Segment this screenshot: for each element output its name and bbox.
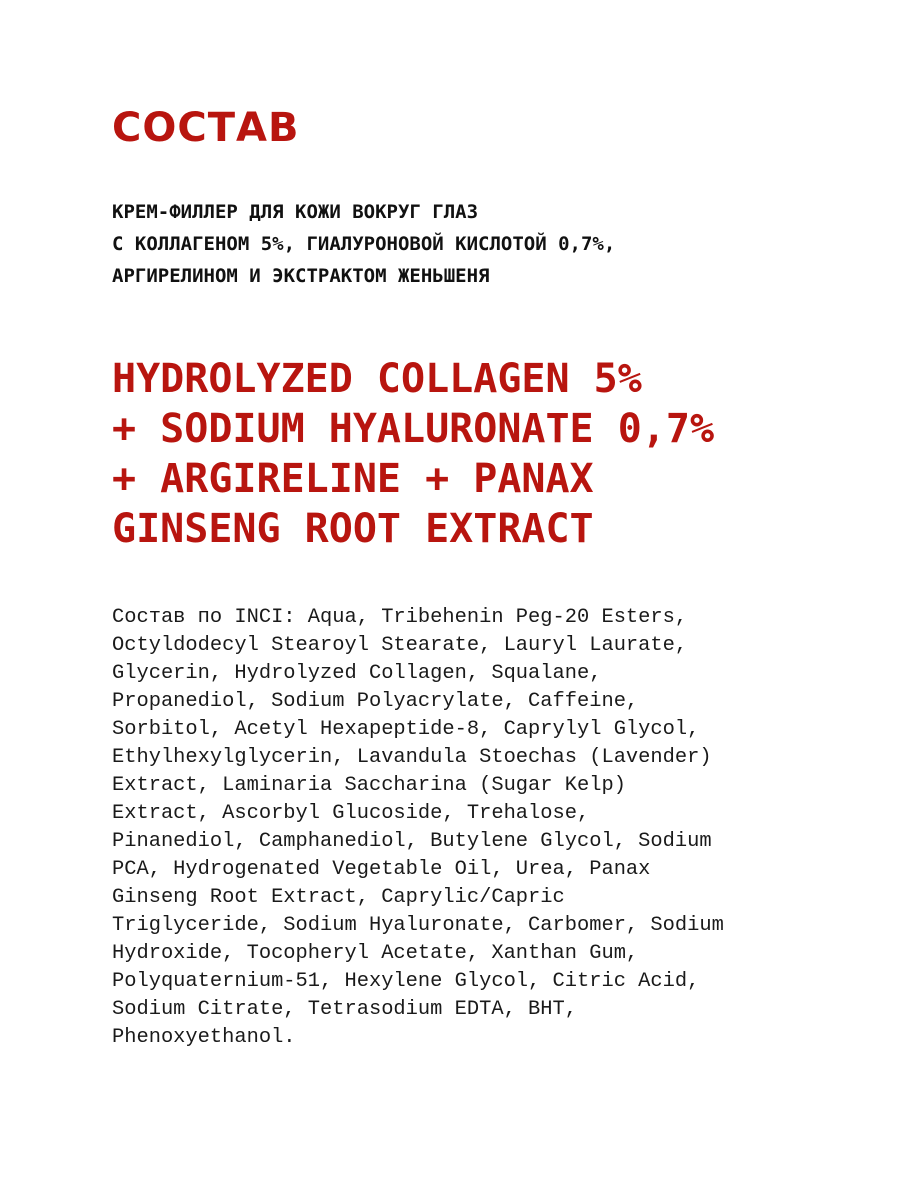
inci-line: Extract, Laminaria Saccharina (Sugar Kelp) (112, 774, 626, 797)
key-ingredients-line: HYDROLYZED COLLAGEN 5% (112, 356, 642, 402)
inci-line: PCA, Hydrogenated Vegetable Oil, Urea, Panax (112, 858, 651, 881)
key-ingredients-line: + ARGIRELINE + PANAX (112, 456, 594, 502)
inci-line: Triglyceride, Sodium Hyaluronate, Carbomer, Sodium (112, 914, 724, 937)
inci-line: Состав по INCI: Aqua, Tribehenin Peg-20 Esters, (112, 606, 688, 629)
key-ingredients-line: + SODIUM HYALURONATE 0,7% (112, 406, 715, 452)
key-ingredients-headline (112, 354, 714, 554)
inci-line: Extract, Ascorbyl Glucoside, Trehalose, (112, 802, 590, 825)
inci-line: Glycerin, Hydrolyzed Collagen, Squalane, (112, 662, 602, 685)
product-name (112, 196, 615, 292)
product-name-line: С КОЛЛАГЕНОМ 5%, ГИАЛУРОНОВОЙ КИСЛОТОЙ 0,7%, (112, 233, 616, 255)
inci-line: Polyquaternium-51, Hexylene Glycol, Citric Acid, (112, 970, 700, 993)
key-ingredients-line: GINSENG ROOT EXTRACT (112, 506, 594, 552)
inci-line: Hydroxide, Tocopheryl Acetate, Xanthan Gum, (112, 942, 639, 965)
inci-line: Phenoxyethanol. (112, 1026, 296, 1049)
inci-line: Octyldodecyl Stearoyl Stearate, Lauryl Laurate, (112, 634, 688, 657)
inci-line: Ethylhexylglycerin, Lavandula Stoechas (Lavender) (112, 746, 712, 769)
inci-ingredient-list (112, 604, 724, 1052)
inci-line: Ginseng Root Extract, Caprylic/Capric (112, 886, 565, 909)
inci-line: Propanediol, Sodium Polyacrylate, Caffeine, (112, 690, 639, 713)
inci-line: Sodium Citrate, Tetrasodium EDTA, BHT, (112, 998, 577, 1021)
section-title: СОСТАВ (112, 105, 300, 151)
product-name-line: КРЕМ-ФИЛЛЕР ДЛЯ КОЖИ ВОКРУГ ГЛАЗ (112, 201, 479, 223)
inci-line: Sorbitol, Acetyl Hexapeptide-8, Caprylyl Glycol, (112, 718, 700, 741)
inci-line: Pinanediol, Camphanediol, Butylene Glycol, Sodium (112, 830, 712, 853)
product-name-line: АРГИРЕЛИНОМ И ЭКСТРАКТОМ ЖЕНЬШЕНЯ (112, 265, 490, 287)
